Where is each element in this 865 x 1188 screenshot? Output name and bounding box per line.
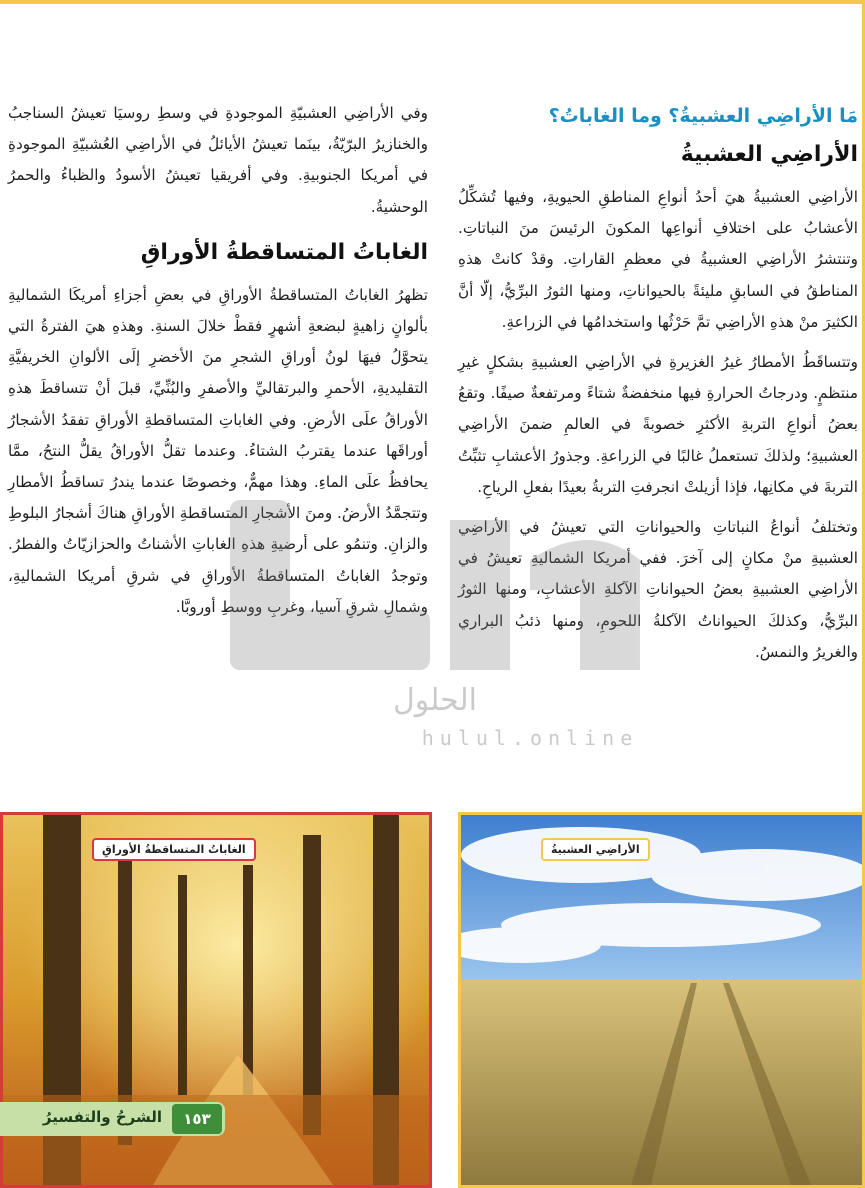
- page-footer-tab: [0, 1102, 225, 1136]
- grassland-illustration: [461, 815, 862, 1185]
- grassland-photo: [458, 812, 865, 1188]
- grassland-paragraph-3: وتختلفُ أنواعُ النباتاتِ والحيواناتِ التي تعيشُ في الأراضِي العشبيةِ منْ مكانٍ إلى آخرَ. ففي أمريكا الشماليةِ تعيشُ في الأراضِي العشبيةِ بعضُ الحيواناتِ الآكلةِ الأعشابِ، ومنها الثورُ البرِّيُّ، وكذلكَ الحيواناتُ الآكلةُ اللحومِ، ومنها ذئبُ البراري والغريرُ والنمسُ.: [458, 518, 858, 661]
- deciduous-forest-heading: الغاباتُ المتساقطةُ الأوراقِ: [140, 239, 428, 265]
- forest-caption: الغاباتُ المتساقطةُ الأوراقِ: [92, 838, 256, 861]
- grassland-paragraph-2: وتتساقَطُ الأمطارُ غيرُ الغزيرةِ في الأراضِي العشبيةِ بشكلٍ غيرِ منتظمٍ. ودرجاتُ الحرارةِ فيها منخفضةٌ شتاءً ومرتفعةٌ صيفًا. وتقعُ بعضُ أنواعِ التربةِ الأكثرِ خصوبةً في العالمِ ضمنَ الأراضِي العشبيةِ؛ ولذلكَ تستعملُ غالبًا في الزراعةِ. وجذورُ الأعشابِ تثبِّتُ التربةَ في مكانِها، فإذا أزيلتْ انجرفتِ التربةُ بعيدًا بفعلِ الرياحِ.: [458, 353, 858, 496]
- left-text-column: [8, 98, 428, 632]
- right-text-column: [458, 98, 858, 677]
- watermark-arabic: الحلول: [392, 683, 478, 718]
- grassland-paragraph-1: الأراضِي العشبيةُ هيَ أحدُ أنواعِ المناطقِ الحيويةِ، وفيها تُشكِّلُ الأعشابُ على اختلافِ أنواعِها المكونَ الرئيسَ منَ النباتاتِ. وتنتشرُ الأراضِي العشبيةُ في معظمِ القاراتِ. وقدْ كانتْ هذهِ المناطقُ في السابقِ مليئةً بالحيواناتِ، ومنها الثورُ البرِّيُّ، إلّا أنَّ الكثيرَ منْ هذهِ الأراضِي تمَّ حَرْثُها واستخدامُها في الزراعةِ.: [458, 188, 858, 331]
- grassland-heading: الأراضِي العشبيةُ: [680, 142, 858, 167]
- section-label: الشرحُ والتفسيرُ: [42, 1108, 162, 1126]
- grassland-caption: الأراضِي العشبيةُ: [541, 838, 650, 861]
- section-question-heading: مَا الأراضِي العشبيةُ؟ وما الغاباتُ؟: [548, 105, 858, 127]
- deciduous-forest-paragraph: تظهرُ الغاباتُ المتساقطةُ الأوراقِ في بعضِ أجزاءِ أمريكَا الشماليةِ بألوانٍ زاهيةٍ لبضعةِ أشهرٍ فقطْ خلالَ السنةِ. وهذهِ هيَ الفترةُ التي يتحوَّلُ فيهَا لونُ أوراقِ الشجرِ منَ الأخضرِ إلَى الألوانِ الخريفيَّةِ التقليديةِ، الأحمرِ والبرتقاليِّ والأصفرِ والبُنِّيِّ، قبلَ أنْ تتساقطَ هذهِ الأوراقُ علَى الأرضِ. وفي الغاباتِ المتساقطةِ الأوراقِ تفقدُ الأشجارُ أوراقَها عندما يقتربُ الشتاءُ. وعندما تقلُّ الأوراقُ يقلُّ النتحُ، ممَّا يحافظُ علَى الماءِ. وهذا مهمٌّ، وخصوصًا عندما يندرُ تساقطُ الأمطارِ وتتجمَّدُ الأرضُ. ومنَ الأشجارِ المتساقطةِ الأوراقِ هناكَ أشجارُ البلوطِ والزانِ. وتنمُو على أرضيةِ هذهِ الغاباتِ الأشناتُ والحزازيّاتُ والفطرُ. وتوجدُ الغاباتُ المتساقطةُ الأوراقِ في شرقِ أمريكا الشماليةِ، وشمالِ شرقِ آسيا، وغربِ ووسطِ أوروبَّا.: [8, 285, 428, 616]
- watermark-latin: hulul.online: [421, 726, 639, 750]
- grassland-animals-paragraph: وفي الأراضِي العشبيّةِ الموجودةِ في وسطِ روسيَا تعيشُ السناجبُ والخنازيرُ البرّيّةُ، بينَما تعيشُ الأيائلُ في الأراضِي العُشبيّةِ الموجودةِ في أمريكا الجنوبيةِ. وفي أفريقيا تعيشُ الأسودُ والظباءُ والحمرُ الوحشيةُ.: [8, 104, 428, 216]
- top-accent-bar: [0, 0, 865, 4]
- page-number: ١٥٣: [172, 1104, 222, 1134]
